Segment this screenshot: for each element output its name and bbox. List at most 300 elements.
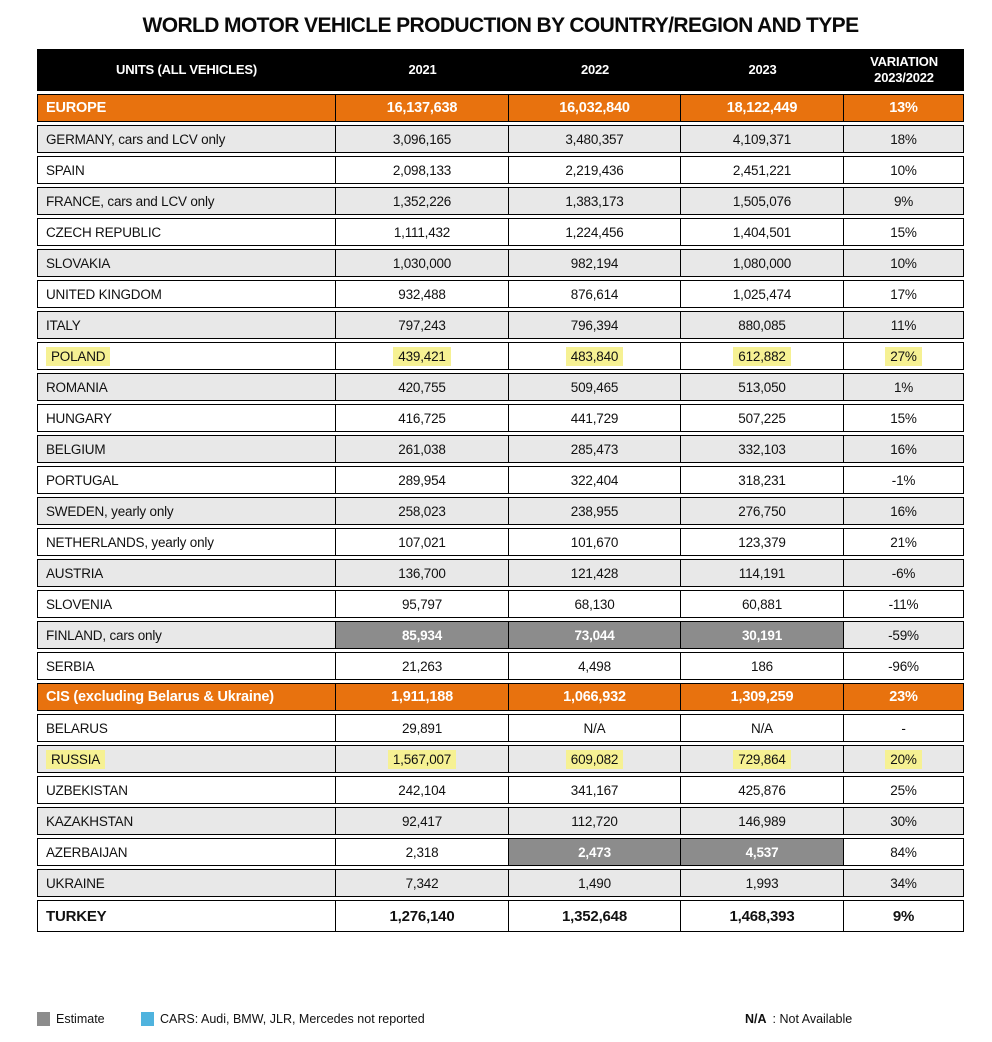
header-units: UNITS (ALL VEHICLES) <box>37 49 336 91</box>
header-variation-line1: VARIATION <box>870 53 938 69</box>
value-2023: 318,231 <box>738 472 786 488</box>
cell-2022 <box>509 869 681 897</box>
cell-2021 <box>336 249 509 277</box>
cell-variation <box>844 745 964 773</box>
value-variation: 16% <box>890 503 917 519</box>
cell-2021 <box>336 869 509 897</box>
cell-country <box>37 590 336 618</box>
cell-variation <box>844 187 964 215</box>
country-label: TURKEY <box>46 907 107 925</box>
country-label: FRANCE, cars and LCV only <box>46 193 215 209</box>
header-row <box>37 49 964 91</box>
cell-2023 <box>681 218 844 246</box>
cell-2022 <box>509 435 681 463</box>
cell-variation <box>844 249 964 277</box>
value-variation: -96% <box>888 658 919 674</box>
value-2023: 880,085 <box>738 317 786 333</box>
legend-cars-label: CARS: Audi, BMW, JLR, Mercedes not reported <box>160 1012 425 1026</box>
legend-na-bold: N/A <box>745 1012 767 1026</box>
country-label: SLOVAKIA <box>46 255 111 271</box>
cell-country <box>37 745 336 773</box>
value-2022: 876,614 <box>570 286 619 302</box>
cell-2022 <box>509 838 681 866</box>
cell-2022 <box>509 404 681 432</box>
value-2022: 121,428 <box>570 565 619 581</box>
table-row <box>37 373 964 401</box>
value-2021: 258,023 <box>398 503 446 519</box>
value-2022: 341,167 <box>570 782 619 798</box>
cell-2023 <box>681 776 844 804</box>
value-2022: 68,130 <box>574 596 615 612</box>
cell-2023 <box>681 590 844 618</box>
table-row <box>37 156 964 184</box>
cell-country <box>37 311 336 339</box>
cell-2021 <box>336 559 509 587</box>
table-row <box>37 683 964 711</box>
table-row <box>37 900 964 932</box>
cell-2021 <box>336 280 509 308</box>
cell-2021 <box>336 187 509 215</box>
cell-variation <box>844 714 964 742</box>
value-2023: 513,050 <box>738 379 786 395</box>
cell-2022 <box>509 94 681 122</box>
value-2023: N/A <box>751 720 773 736</box>
cell-variation <box>844 776 964 804</box>
country-label: HUNGARY <box>46 410 112 426</box>
country-label: AZERBAIJAN <box>46 844 128 860</box>
value-2022: 73,044 <box>574 627 615 643</box>
cell-2021 <box>336 714 509 742</box>
cell-2022 <box>509 466 681 494</box>
value-2023: 30,191 <box>741 627 783 643</box>
table-row <box>37 249 964 277</box>
country-label: FINLAND, cars only <box>46 627 162 643</box>
cell-variation <box>844 373 964 401</box>
value-2021: 29,891 <box>401 720 443 736</box>
value-variation: 30% <box>890 813 917 829</box>
cell-2022 <box>509 125 681 153</box>
cell-2021 <box>336 373 509 401</box>
cell-variation <box>844 125 964 153</box>
cell-variation <box>844 900 964 932</box>
value-variation: 11% <box>890 317 917 333</box>
cell-country <box>37 466 336 494</box>
cell-2021 <box>336 94 509 122</box>
cell-variation <box>844 590 964 618</box>
country-label: PORTUGAL <box>46 472 119 488</box>
value-2023: 332,103 <box>738 441 786 457</box>
cell-2023 <box>681 559 844 587</box>
value-2022: 1,352,648 <box>562 907 627 925</box>
cell-2022 <box>509 621 681 649</box>
cell-variation <box>844 218 964 246</box>
cell-variation <box>844 94 964 122</box>
cell-country <box>37 342 336 370</box>
cell-2023 <box>681 807 844 835</box>
value-2023: 425,876 <box>738 782 786 798</box>
value-2021: 3,096,165 <box>392 131 452 147</box>
cell-2023 <box>681 280 844 308</box>
table-header <box>37 49 964 91</box>
value-2022: 441,729 <box>570 410 619 426</box>
value-2021: 16,137,638 <box>386 100 458 116</box>
table-row <box>37 869 964 897</box>
cell-2021 <box>336 621 509 649</box>
cell-2023 <box>681 621 844 649</box>
value-2021: 95,797 <box>401 596 443 612</box>
value-2021: 1,567,007 <box>388 750 456 769</box>
value-2022: 112,720 <box>571 813 618 829</box>
country-label: SWEDEN, yearly only <box>46 503 174 519</box>
value-2023: 1,404,501 <box>732 224 792 240</box>
value-2022: 322,404 <box>570 472 619 488</box>
value-2021: 92,417 <box>401 813 443 829</box>
value-2022: 2,473 <box>578 844 611 860</box>
value-variation: 21% <box>890 534 917 550</box>
table-row <box>37 652 964 680</box>
country-label: SPAIN <box>46 162 85 178</box>
cell-country <box>37 714 336 742</box>
country-label: POLAND <box>46 347 110 366</box>
cell-2022 <box>509 342 681 370</box>
cell-2021 <box>336 497 509 525</box>
value-2021: 7,342 <box>405 875 439 891</box>
cell-2023 <box>681 249 844 277</box>
country-label: KAZAKHSTAN <box>46 813 134 829</box>
country-label: ROMANIA <box>46 379 108 395</box>
value-variation: 16% <box>890 441 917 457</box>
table-row <box>37 559 964 587</box>
cell-2022 <box>509 683 681 711</box>
value-2023: 2,451,221 <box>732 162 792 178</box>
cell-2022 <box>509 218 681 246</box>
table-row <box>37 342 964 370</box>
cell-country <box>37 187 336 215</box>
cell-2023 <box>681 652 844 680</box>
cell-2021 <box>336 776 509 804</box>
cell-country <box>37 218 336 246</box>
cell-2022 <box>509 373 681 401</box>
table-row <box>37 94 964 122</box>
cell-2023 <box>681 156 844 184</box>
value-2021: 85,934 <box>401 627 443 643</box>
value-variation: 18% <box>890 131 917 147</box>
cell-country <box>37 621 336 649</box>
cell-country <box>37 900 336 932</box>
cell-2023 <box>681 373 844 401</box>
value-2023: 507,225 <box>738 410 786 426</box>
cell-2021 <box>336 218 509 246</box>
value-variation: 1% <box>893 379 914 395</box>
value-2021: 416,725 <box>398 410 446 426</box>
value-2021: 107,021 <box>398 534 446 550</box>
header-2023: 2023 <box>681 49 844 91</box>
cell-variation <box>844 497 964 525</box>
cell-variation <box>844 652 964 680</box>
cell-country <box>37 404 336 432</box>
cell-2023 <box>681 342 844 370</box>
value-variation: 84% <box>890 844 917 860</box>
cell-variation <box>844 404 964 432</box>
value-2023: 729,864 <box>733 750 790 769</box>
cell-2023 <box>681 900 844 932</box>
cell-2022 <box>509 590 681 618</box>
table-row <box>37 435 964 463</box>
legend <box>0 1012 992 1036</box>
value-2023: 276,750 <box>738 503 786 519</box>
table-row <box>37 621 964 649</box>
cell-2023 <box>681 125 844 153</box>
cell-2022 <box>509 187 681 215</box>
cell-2022 <box>509 776 681 804</box>
cell-variation <box>844 621 964 649</box>
value-2022: 16,032,840 <box>559 100 630 116</box>
cell-variation <box>844 807 964 835</box>
cell-2022 <box>509 652 681 680</box>
value-2021: 439,421 <box>393 347 450 366</box>
cell-2022 <box>509 311 681 339</box>
value-variation: 10% <box>890 255 917 271</box>
country-label: AUSTRIA <box>46 565 104 581</box>
cell-2021 <box>336 404 509 432</box>
cell-2021 <box>336 683 509 711</box>
cell-2022 <box>509 714 681 742</box>
table-row <box>37 776 964 804</box>
legend-na-rest: : Not Available <box>772 1012 853 1026</box>
value-variation: 10% <box>890 162 917 178</box>
cell-country <box>37 683 336 711</box>
country-label: UZBEKISTAN <box>46 782 128 798</box>
value-2022: 796,394 <box>570 317 619 333</box>
cell-variation <box>844 559 964 587</box>
value-variation: 9% <box>893 193 914 209</box>
country-label: BELGIUM <box>46 441 106 457</box>
value-2022: 238,955 <box>570 503 619 519</box>
cell-country <box>37 838 336 866</box>
country-label: UNITED KINGDOM <box>46 286 162 302</box>
country-label: CIS (excluding Belarus & Ukraine) <box>46 689 274 705</box>
value-variation: - <box>901 720 906 736</box>
value-2022: N/A <box>583 720 606 736</box>
value-2022: 1,224,456 <box>565 224 624 240</box>
value-2021: 1,352,226 <box>392 193 452 209</box>
value-2021: 2,098,133 <box>392 162 452 178</box>
cell-2023 <box>681 497 844 525</box>
cell-country <box>37 869 336 897</box>
value-2022: 4,498 <box>578 658 611 674</box>
value-2021: 21,263 <box>401 658 443 674</box>
cell-2023 <box>681 94 844 122</box>
value-2022: 285,473 <box>570 441 619 457</box>
value-2023: 1,025,474 <box>732 286 792 302</box>
cell-country <box>37 528 336 556</box>
cell-2021 <box>336 838 509 866</box>
value-2023: 1,080,000 <box>732 255 792 271</box>
cell-2023 <box>681 466 844 494</box>
cell-2021 <box>336 466 509 494</box>
country-label: GERMANY, cars and LCV only <box>46 131 226 147</box>
cell-2021 <box>336 745 509 773</box>
cell-2021 <box>336 528 509 556</box>
value-2021: 420,755 <box>398 379 446 395</box>
table-row <box>37 280 964 308</box>
cars-color-swatch-icon <box>141 1012 154 1026</box>
value-variation: -11% <box>888 596 919 612</box>
value-2022: 509,465 <box>570 379 619 395</box>
value-2022: 1,383,173 <box>565 193 624 209</box>
value-2022: 1,066,932 <box>563 689 626 705</box>
estimate-color-swatch-icon <box>37 1012 50 1026</box>
value-2022: 3,480,357 <box>565 131 624 147</box>
cell-variation <box>844 683 964 711</box>
table-row <box>37 528 964 556</box>
value-2021: 797,243 <box>398 317 446 333</box>
value-2023: 1,993 <box>745 875 779 891</box>
cell-2023 <box>681 869 844 897</box>
cell-variation <box>844 528 964 556</box>
legend-estimate-label: Estimate <box>56 1012 105 1026</box>
cell-2023 <box>681 528 844 556</box>
value-2023: 114,191 <box>738 565 786 581</box>
cell-country <box>37 807 336 835</box>
cell-country <box>37 156 336 184</box>
legend-na <box>745 1012 852 1026</box>
table-row <box>37 125 964 153</box>
cell-2023 <box>681 683 844 711</box>
cell-2021 <box>336 342 509 370</box>
country-label: RUSSIA <box>46 750 105 769</box>
value-2023: 4,537 <box>745 844 779 860</box>
cell-variation <box>844 466 964 494</box>
country-label: SERBIA <box>46 658 95 674</box>
value-2021: 242,104 <box>398 782 446 798</box>
cell-country <box>37 559 336 587</box>
cell-country <box>37 497 336 525</box>
value-2021: 932,488 <box>398 286 446 302</box>
table-row <box>37 187 964 215</box>
cell-variation <box>844 869 964 897</box>
value-variation: 13% <box>889 100 918 116</box>
table-body <box>37 94 964 932</box>
cell-country <box>37 125 336 153</box>
cell-variation <box>844 342 964 370</box>
cell-2023 <box>681 187 844 215</box>
value-2022: 483,840 <box>566 347 623 366</box>
cell-2022 <box>509 156 681 184</box>
table-row <box>37 466 964 494</box>
cell-country <box>37 435 336 463</box>
cell-variation <box>844 156 964 184</box>
value-2023: 1,309,259 <box>730 689 794 705</box>
table-row <box>37 807 964 835</box>
value-variation: 17% <box>890 286 917 302</box>
value-2022: 101,670 <box>570 534 619 550</box>
value-2023: 123,379 <box>738 534 786 550</box>
legend-estimate <box>37 1012 105 1026</box>
cell-2021 <box>336 156 509 184</box>
cell-2022 <box>509 528 681 556</box>
value-2023: 18,122,449 <box>726 100 798 116</box>
cell-2021 <box>336 125 509 153</box>
cell-2023 <box>681 714 844 742</box>
cell-country <box>37 249 336 277</box>
value-variation: -1% <box>891 472 916 488</box>
legend-cars <box>141 1012 425 1026</box>
table-row <box>37 838 964 866</box>
value-2021: 136,700 <box>398 565 446 581</box>
value-variation: 27% <box>885 347 921 366</box>
value-2021: 289,954 <box>398 472 446 488</box>
value-2023: 1,505,076 <box>732 193 792 209</box>
cell-country <box>37 776 336 804</box>
value-2022: 982,194 <box>570 255 619 271</box>
header-2022: 2022 <box>509 49 681 91</box>
cell-variation <box>844 280 964 308</box>
value-2022: 609,082 <box>566 750 623 769</box>
cell-country <box>37 94 336 122</box>
cell-2023 <box>681 435 844 463</box>
cell-2023 <box>681 745 844 773</box>
value-variation: 15% <box>890 410 917 426</box>
country-label: ITALY <box>46 317 81 333</box>
header-variation-line2: 2023/2022 <box>874 70 934 85</box>
cell-2022 <box>509 745 681 773</box>
country-label: SLOVENIA <box>46 596 112 612</box>
value-2023: 1,468,393 <box>729 907 795 925</box>
table-row <box>37 590 964 618</box>
cell-2023 <box>681 404 844 432</box>
value-variation: 9% <box>892 907 915 925</box>
cell-2021 <box>336 652 509 680</box>
page-title: WORLD MOTOR VEHICLE PRODUCTION BY COUNTRY/REGION AND TYPE <box>142 14 859 37</box>
cell-2022 <box>509 807 681 835</box>
value-variation: 25% <box>890 782 917 798</box>
value-2021: 1,030,000 <box>392 255 452 271</box>
cell-2022 <box>509 900 681 932</box>
country-label: BELARUS <box>46 720 108 736</box>
cell-2023 <box>681 311 844 339</box>
cell-2021 <box>336 900 509 932</box>
value-variation: 34% <box>890 875 917 891</box>
cell-2022 <box>509 249 681 277</box>
cell-2022 <box>509 497 681 525</box>
value-variation: 23% <box>889 689 918 705</box>
value-variation: 20% <box>885 750 921 769</box>
value-2023: 60,881 <box>741 596 783 612</box>
table-row <box>37 311 964 339</box>
value-2021: 261,038 <box>398 441 446 457</box>
cell-country <box>37 373 336 401</box>
table-row <box>37 497 964 525</box>
country-label: EUROPE <box>46 100 107 116</box>
value-2023: 146,989 <box>738 813 786 829</box>
cell-country <box>37 280 336 308</box>
country-label: CZECH REPUBLIC <box>46 224 161 240</box>
header-2021: 2021 <box>336 49 509 91</box>
value-2021: 1,276,140 <box>389 907 455 925</box>
cell-variation <box>844 435 964 463</box>
cell-2023 <box>681 838 844 866</box>
value-2021: 1,111,432 <box>393 224 451 240</box>
value-2023: 186 <box>751 658 773 674</box>
cell-variation <box>844 838 964 866</box>
cell-2022 <box>509 280 681 308</box>
value-variation: 15% <box>890 224 917 240</box>
header-variation <box>844 49 964 91</box>
cell-2021 <box>336 435 509 463</box>
cell-variation <box>844 311 964 339</box>
cell-country <box>37 652 336 680</box>
